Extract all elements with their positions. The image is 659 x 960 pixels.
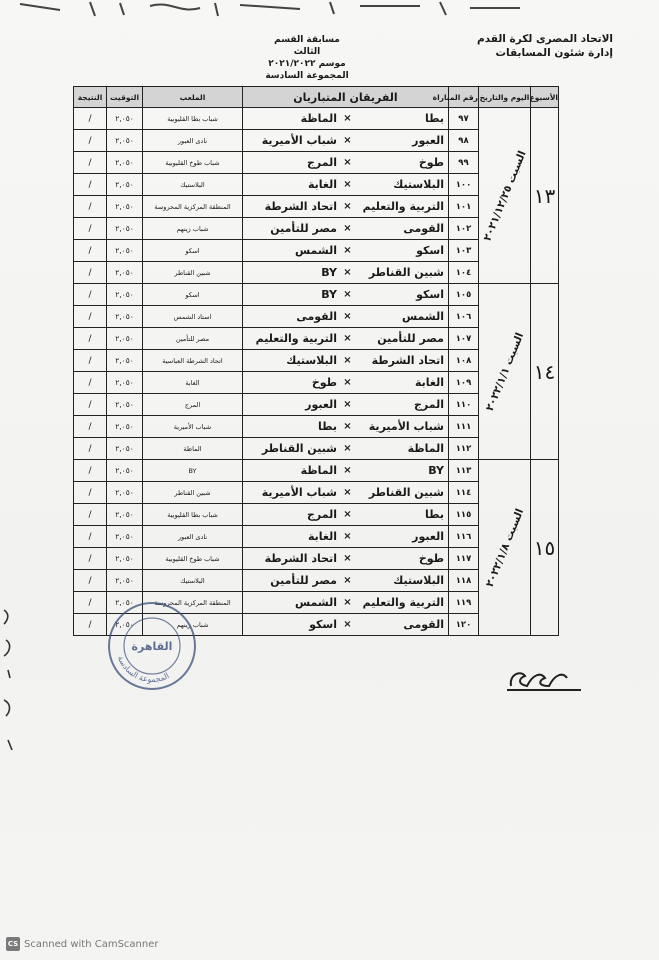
header-date: اليوم والتاريخ bbox=[479, 87, 531, 108]
home-team: مصر للتأمين bbox=[377, 332, 444, 345]
match-teams bbox=[243, 306, 449, 328]
match-time: ٢,٠٥٠ bbox=[107, 548, 143, 570]
match-venue: المرج bbox=[143, 394, 243, 416]
away-team: الغابة bbox=[307, 530, 337, 543]
away-team: شبين القناطر bbox=[261, 442, 337, 455]
match-number: ١١٩ bbox=[449, 592, 479, 614]
table-row bbox=[74, 460, 559, 482]
match-teams bbox=[243, 152, 449, 174]
match-teams bbox=[243, 592, 449, 614]
match-teams bbox=[243, 570, 449, 592]
home-team: العبور bbox=[412, 134, 444, 147]
match-venue: شباب زينهم bbox=[143, 614, 243, 636]
match-number: ١١٧ bbox=[449, 548, 479, 570]
match-result: / bbox=[74, 306, 107, 328]
away-team: BY bbox=[321, 288, 337, 301]
stamp-ring-text: المجموعة السادسة bbox=[115, 654, 171, 685]
away-team: BY bbox=[321, 266, 337, 279]
match-venue: شباب بطا القليوبية bbox=[143, 504, 243, 526]
match-teams bbox=[243, 460, 449, 482]
home-team: شبين القناطر bbox=[368, 486, 444, 499]
versus-mark: × bbox=[343, 619, 352, 630]
versus-mark: × bbox=[343, 377, 352, 388]
away-team: الشمس bbox=[294, 596, 337, 609]
round-number: ١٥ bbox=[531, 460, 559, 636]
org-name: الاتحاد المصرى لكرة القدم bbox=[477, 33, 613, 45]
away-team: بطا bbox=[318, 420, 337, 433]
away-team: الماظة bbox=[300, 112, 337, 125]
match-venue: المنطقة المركزية المحروسة bbox=[143, 196, 243, 218]
match-time: ٢,٠٥٠ bbox=[107, 130, 143, 152]
match-result: / bbox=[74, 174, 107, 196]
match-result: / bbox=[74, 240, 107, 262]
competition-header bbox=[262, 34, 352, 82]
versus-mark: × bbox=[343, 245, 352, 256]
match-number: ١١٨ bbox=[449, 570, 479, 592]
header-round: الأسبوع bbox=[531, 87, 559, 108]
away-team: التربية والتعليم bbox=[255, 332, 337, 345]
match-teams bbox=[243, 196, 449, 218]
match-venue: الغابة bbox=[143, 372, 243, 394]
match-result: / bbox=[74, 108, 107, 130]
match-result: / bbox=[74, 438, 107, 460]
versus-mark: × bbox=[343, 487, 352, 498]
header-match-no: رقم المباراة bbox=[449, 87, 479, 108]
versus-mark: × bbox=[343, 333, 352, 344]
match-teams bbox=[243, 240, 449, 262]
versus-mark: × bbox=[343, 465, 352, 476]
round-date: السبت ٢٠٢٢/١/٨ bbox=[483, 506, 526, 589]
versus-mark: × bbox=[343, 157, 352, 168]
match-venue: شباب زينهم bbox=[143, 218, 243, 240]
match-number: ١٠٧ bbox=[449, 328, 479, 350]
match-number: ١١١ bbox=[449, 416, 479, 438]
scanner-watermark-text: Scanned with CamScanner bbox=[24, 938, 159, 950]
versus-mark: × bbox=[343, 201, 352, 212]
match-venue: المنطقة المركزية المحروسة bbox=[143, 592, 243, 614]
match-venue: الماظة bbox=[143, 438, 243, 460]
match-teams bbox=[243, 504, 449, 526]
match-number: ١٢٠ bbox=[449, 614, 479, 636]
left-edge-handwriting bbox=[0, 600, 22, 760]
match-result: / bbox=[74, 262, 107, 284]
home-team: التربية والتعليم bbox=[362, 596, 444, 609]
home-team: المرج bbox=[413, 398, 444, 411]
round-number: ١٤ bbox=[531, 284, 559, 460]
home-team: الماظة bbox=[407, 442, 444, 455]
away-team: مصر للتأمين bbox=[270, 574, 337, 587]
home-team: العبور bbox=[412, 530, 444, 543]
away-team: الشمس bbox=[294, 244, 337, 257]
match-time: ٢,٠٥٠ bbox=[107, 416, 143, 438]
versus-mark: × bbox=[343, 553, 352, 564]
versus-mark: × bbox=[343, 575, 352, 586]
department-name: إدارة شئون المسابقات bbox=[495, 47, 613, 59]
match-time: ٢,٠٥٠ bbox=[107, 526, 143, 548]
match-time: ٢,٠٥٠ bbox=[107, 350, 143, 372]
match-teams bbox=[243, 614, 449, 636]
match-teams bbox=[243, 284, 449, 306]
header-teams: الفريقان المتباريان bbox=[243, 87, 449, 108]
versus-mark: × bbox=[343, 399, 352, 410]
match-number: ٩٩ bbox=[449, 152, 479, 174]
camscanner-logo: CS bbox=[6, 937, 20, 951]
match-venue: شبين القناطر bbox=[143, 262, 243, 284]
versus-mark: × bbox=[343, 421, 352, 432]
match-result: / bbox=[74, 284, 107, 306]
match-venue: استاد الشمس bbox=[143, 306, 243, 328]
match-number: ١٠٢ bbox=[449, 218, 479, 240]
round-date-cell bbox=[479, 284, 531, 460]
match-number: ١١٣ bbox=[449, 460, 479, 482]
match-result: / bbox=[74, 130, 107, 152]
match-time: ٢,٠٥٠ bbox=[107, 570, 143, 592]
match-teams bbox=[243, 218, 449, 240]
table-row bbox=[74, 284, 559, 306]
match-teams bbox=[243, 438, 449, 460]
match-venue: شباب طوخ القليوبية bbox=[143, 152, 243, 174]
match-number: ١١٤ bbox=[449, 482, 479, 504]
home-team: القومى bbox=[403, 618, 444, 631]
group-label: المجموعة السادسة bbox=[265, 71, 349, 81]
match-number: ١٠١ bbox=[449, 196, 479, 218]
versus-mark: × bbox=[343, 509, 352, 520]
match-time: ٢,٠٥٠ bbox=[107, 372, 143, 394]
stamp-center-text: القاهرة bbox=[131, 640, 173, 653]
match-teams bbox=[243, 482, 449, 504]
signature-mark bbox=[505, 664, 585, 694]
home-team: البلاستيك bbox=[393, 574, 444, 587]
match-venue: BY bbox=[143, 460, 243, 482]
match-venue: اسكو bbox=[143, 240, 243, 262]
match-time: ٢,٠٥٠ bbox=[107, 174, 143, 196]
scanner-footer bbox=[6, 937, 159, 951]
match-teams bbox=[243, 262, 449, 284]
match-time: ٢,٠٥٠ bbox=[107, 306, 143, 328]
versus-mark: × bbox=[343, 597, 352, 608]
away-team: العبور bbox=[305, 398, 337, 411]
match-teams bbox=[243, 130, 449, 152]
match-teams bbox=[243, 526, 449, 548]
match-result: / bbox=[74, 592, 107, 614]
competition-name: مسابقة القسم الثالث bbox=[274, 35, 340, 57]
match-result: / bbox=[74, 504, 107, 526]
match-time: ٢,٠٥٠ bbox=[107, 482, 143, 504]
home-team: الشمس bbox=[401, 310, 444, 323]
home-team: طوخ bbox=[418, 156, 444, 169]
table-header-row bbox=[74, 87, 559, 108]
match-venue: شبين القناطر bbox=[143, 482, 243, 504]
away-team: الغابة bbox=[307, 178, 337, 191]
top-edge-scribble bbox=[0, 0, 659, 22]
match-time: ٢,٠٥٠ bbox=[107, 504, 143, 526]
away-team: اسكو bbox=[309, 618, 337, 631]
away-team: البلاستيك bbox=[286, 354, 337, 367]
match-number: ١٠٦ bbox=[449, 306, 479, 328]
home-team: شبين القناطر bbox=[368, 266, 444, 279]
versus-mark: × bbox=[343, 135, 352, 146]
match-teams bbox=[243, 350, 449, 372]
match-time: ٢,٠٥٠ bbox=[107, 592, 143, 614]
official-stamp bbox=[106, 600, 198, 692]
fixtures-body bbox=[74, 108, 559, 636]
match-number: ١٠٨ bbox=[449, 350, 479, 372]
match-number: ١٠٥ bbox=[449, 284, 479, 306]
match-teams bbox=[243, 394, 449, 416]
match-number: ١١٦ bbox=[449, 526, 479, 548]
match-teams bbox=[243, 548, 449, 570]
home-team: بطا bbox=[425, 508, 444, 521]
match-result: / bbox=[74, 350, 107, 372]
round-date: السبت ٢٠٢٢/١/١ bbox=[483, 330, 526, 413]
match-number: ١٠٩ bbox=[449, 372, 479, 394]
away-team: مصر للتأمين bbox=[270, 222, 337, 235]
home-team: اسكو bbox=[416, 244, 444, 257]
match-teams bbox=[243, 416, 449, 438]
away-team: اتحاد الشرطة bbox=[264, 552, 337, 565]
match-venue: البلاستيك bbox=[143, 570, 243, 592]
home-team: القومى bbox=[403, 222, 444, 235]
versus-mark: × bbox=[343, 355, 352, 366]
match-venue: نادى العبور bbox=[143, 130, 243, 152]
match-result: / bbox=[74, 526, 107, 548]
match-time: ٢,٠٥٠ bbox=[107, 394, 143, 416]
match-result: / bbox=[74, 570, 107, 592]
match-time: ٢,٠٥٠ bbox=[107, 614, 143, 636]
away-team: اتحاد الشرطة bbox=[264, 200, 337, 213]
home-team: شباب الأميرية bbox=[368, 420, 444, 433]
match-result: / bbox=[74, 548, 107, 570]
home-team: طوخ bbox=[418, 552, 444, 565]
match-result: / bbox=[74, 152, 107, 174]
home-team: البلاستيك bbox=[393, 178, 444, 191]
match-venue: شباب طوخ القليوبية bbox=[143, 548, 243, 570]
match-number: ١١٠ bbox=[449, 394, 479, 416]
round-date: السبت ٢٠٢١/١٢/٢٥ bbox=[480, 148, 529, 243]
match-time: ٢,٠٥٠ bbox=[107, 240, 143, 262]
match-result: / bbox=[74, 328, 107, 350]
match-number: ٩٨ bbox=[449, 130, 479, 152]
round-date-cell bbox=[479, 108, 531, 284]
versus-mark: × bbox=[343, 179, 352, 190]
away-team: شباب الأميرية bbox=[261, 134, 337, 147]
versus-mark: × bbox=[343, 267, 352, 278]
away-team: المرج bbox=[306, 156, 337, 169]
match-time: ٢,٠٥٠ bbox=[107, 284, 143, 306]
versus-mark: × bbox=[343, 113, 352, 124]
match-result: / bbox=[74, 372, 107, 394]
match-venue: البلاستيك bbox=[143, 174, 243, 196]
versus-mark: × bbox=[343, 443, 352, 454]
match-time: ٢,٠٥٠ bbox=[107, 218, 143, 240]
away-team: شباب الأميرية bbox=[261, 486, 337, 499]
match-result: / bbox=[74, 460, 107, 482]
round-date-cell bbox=[479, 460, 531, 636]
match-time: ٢,٠٥٠ bbox=[107, 196, 143, 218]
match-result: / bbox=[74, 218, 107, 240]
match-result: / bbox=[74, 614, 107, 636]
header-venue: الملعب bbox=[143, 87, 243, 108]
match-teams bbox=[243, 372, 449, 394]
organization-header bbox=[477, 32, 613, 60]
match-result: / bbox=[74, 416, 107, 438]
home-team: بطا bbox=[425, 112, 444, 125]
home-team: اسكو bbox=[416, 288, 444, 301]
home-team: BY bbox=[428, 464, 444, 477]
match-time: ٢,٠٥٠ bbox=[107, 152, 143, 174]
match-number: ١٠٣ bbox=[449, 240, 479, 262]
match-venue: مصر للتأمين bbox=[143, 328, 243, 350]
home-team: اتحاد الشرطة bbox=[371, 354, 444, 367]
away-team: القومى bbox=[296, 310, 337, 323]
home-team: الغابة bbox=[414, 376, 444, 389]
match-teams bbox=[243, 108, 449, 130]
match-venue: اسكو bbox=[143, 284, 243, 306]
match-teams bbox=[243, 328, 449, 350]
match-venue: شباب بطا القليوبية bbox=[143, 108, 243, 130]
versus-mark: × bbox=[343, 531, 352, 542]
match-venue: نادى العبور bbox=[143, 526, 243, 548]
match-number: ١٠٤ bbox=[449, 262, 479, 284]
match-teams bbox=[243, 174, 449, 196]
table-row bbox=[74, 108, 559, 130]
match-number: ١١٢ bbox=[449, 438, 479, 460]
match-time: ٢,٠٥٠ bbox=[107, 262, 143, 284]
header-result: النتيجة bbox=[74, 87, 107, 108]
match-result: / bbox=[74, 394, 107, 416]
away-team: الماظة bbox=[300, 464, 337, 477]
match-time: ٢,٠٥٠ bbox=[107, 438, 143, 460]
season-label: موسم ٢٠٢١/٢٠٢٢ bbox=[268, 59, 346, 69]
away-team: طوخ bbox=[311, 376, 337, 389]
home-team: التربية والتعليم bbox=[362, 200, 444, 213]
away-team: المرج bbox=[306, 508, 337, 521]
match-number: ٩٧ bbox=[449, 108, 479, 130]
fixtures-table bbox=[73, 86, 559, 636]
header-time: التوقيت bbox=[107, 87, 143, 108]
match-time: ٢,٠٥٠ bbox=[107, 108, 143, 130]
versus-mark: × bbox=[343, 311, 352, 322]
versus-mark: × bbox=[343, 289, 352, 300]
match-time: ٢,٠٥٠ bbox=[107, 460, 143, 482]
match-time: ٢,٠٥٠ bbox=[107, 328, 143, 350]
match-venue: اتحاد الشرطة العباسية bbox=[143, 350, 243, 372]
round-number: ١٣ bbox=[531, 108, 559, 284]
match-venue: شباب الأميرية bbox=[143, 416, 243, 438]
match-result: / bbox=[74, 482, 107, 504]
match-result: / bbox=[74, 196, 107, 218]
versus-mark: × bbox=[343, 223, 352, 234]
match-number: ١٠٠ bbox=[449, 174, 479, 196]
match-number: ١١٥ bbox=[449, 504, 479, 526]
